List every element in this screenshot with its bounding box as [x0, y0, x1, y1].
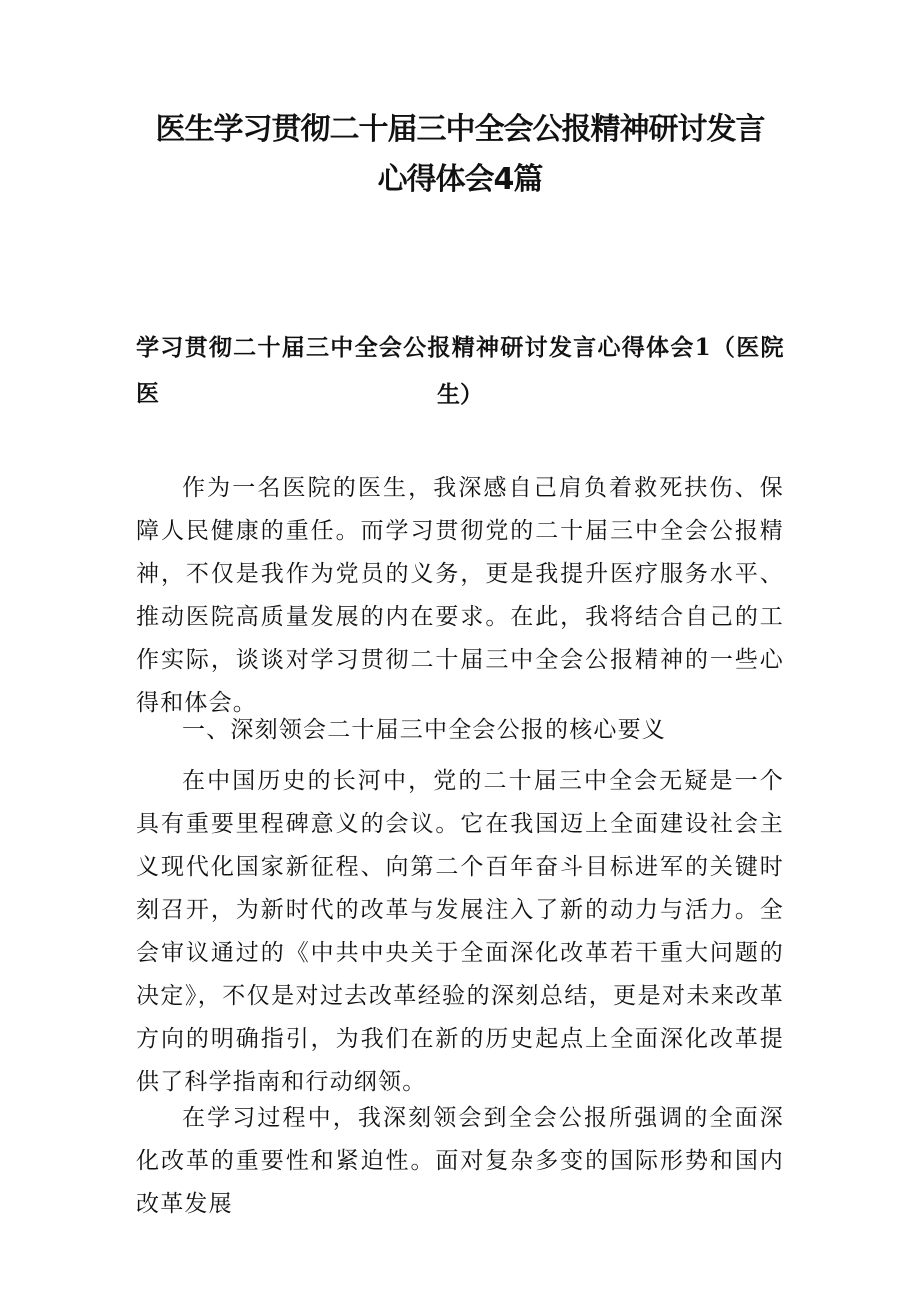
paragraph-learning: 在学习过程中，我深刻领会到全会公报所强调的全面深化改革的重要性和紧迫性。面对复杂多变的国际形势和国内改革发展 — [136, 1105, 784, 1217]
document-title-line-2: 心得体会4篇 — [377, 162, 543, 197]
section-heading-line-2: 生） — [437, 381, 483, 408]
paragraph-intro: 作为一名医院的医生，我深感自己肩负着救死扶伤、保障人民健康的重任。而学习贯彻党的二十届三中全会公报精神，不仅是我作为党员的义务，更是我提升医疗服务水平、推动医院高质量发展的内在要求。在此，我将结合自己的工作实际，谈谈对学习贯彻二十届三中全会公报精神的一些心得和体会。 — [136, 475, 784, 716]
section-heading-line-1: 学习贯彻二十届三中全会公报精神研讨发言心得体会1（医院医 — [136, 334, 784, 407]
paragraph-history: 在中国历史的长河中，党的二十届三中全会无疑是一个具有重要里程碑意义的会议。它在我国迈上全面建设社会主义现代化国家新征程、向第二个百年奋斗目标进军的关键时刻召开，为新时代的改革与发展注入了新的动力与活力。全会审议通过的《中共中央关于全面深化改革若干重大问题的决定》，不仅是对过去改革经验的深刻总结，更是对未来改革方向的明确指引，为我们在新的历史起点上全面深化改革提供了科学指南和行动纲领。 — [136, 768, 784, 1095]
subheading-one: 一、深刻领会二十届三中全会公报的核心要义 — [182, 717, 666, 743]
document-title-line-1: 医生学习贯彻二十届三中全会公报精神研讨发言 — [155, 112, 765, 147]
